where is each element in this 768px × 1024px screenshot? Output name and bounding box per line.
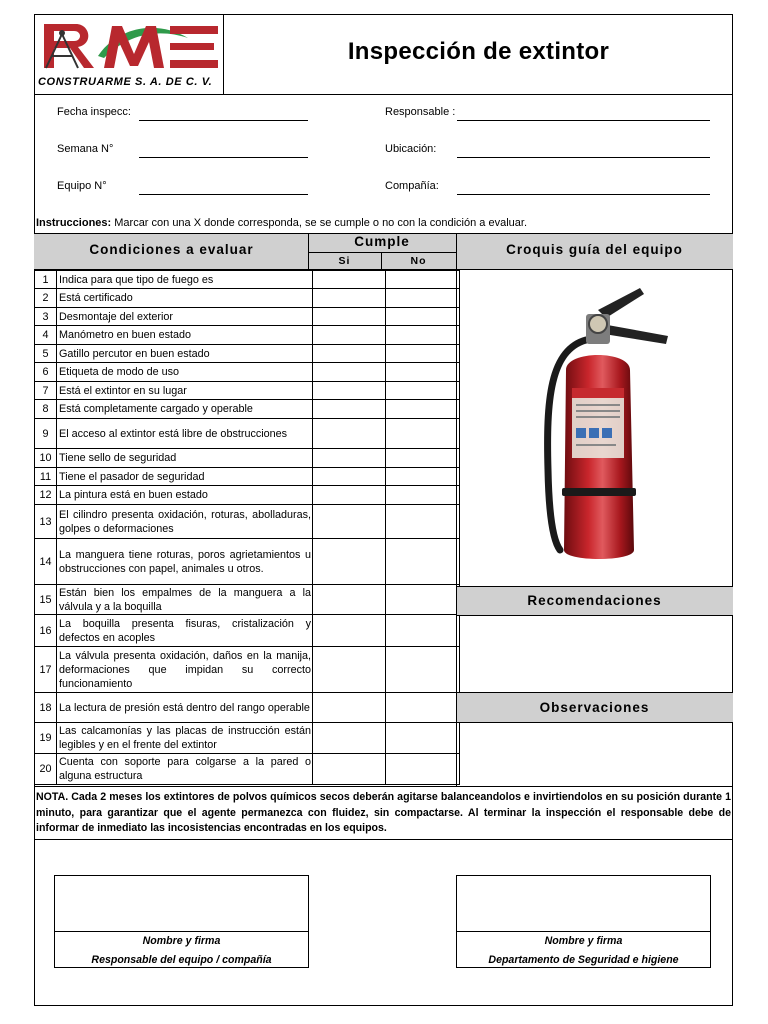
header-divider <box>34 94 733 95</box>
row-number: 12 <box>35 486 57 505</box>
si-checkbox-cell[interactable] <box>313 308 386 326</box>
row-number: 17 <box>35 647 57 693</box>
page-title: Inspección de extintor <box>347 38 610 65</box>
croquis-header: Croquis guía del equipo <box>506 242 683 257</box>
no-checkbox-cell[interactable] <box>386 345 460 363</box>
row-number: 6 <box>35 363 57 382</box>
row-number: 16 <box>35 615 57 647</box>
no-checkbox-cell[interactable] <box>386 419 460 449</box>
table-row <box>35 468 460 486</box>
instructions-text: Marcar con una X donde corresponda, se se cumple o no con la condición a evaluar. <box>111 217 527 229</box>
equipo-label: Equipo N° <box>57 180 107 192</box>
condition-text: La lectura de presión está dentro del rango operable <box>57 693 313 723</box>
table-row <box>35 326 460 345</box>
row-number: 10 <box>35 449 57 468</box>
si-checkbox-cell[interactable] <box>313 419 386 449</box>
table-row <box>35 419 460 449</box>
observaciones-header: Observaciones <box>539 700 650 715</box>
row-number: 18 <box>35 693 57 723</box>
si-checkbox-cell[interactable] <box>313 363 386 382</box>
observaciones-area[interactable] <box>458 725 731 785</box>
condition-text: Desmontaje del exterior <box>57 308 313 326</box>
no-checkbox-cell[interactable] <box>386 400 460 419</box>
company-logo <box>38 16 224 76</box>
no-checkbox-cell[interactable] <box>386 289 460 308</box>
fecha-field[interactable] <box>139 120 308 121</box>
no-checkbox-cell[interactable] <box>386 754 460 785</box>
condition-text: La válvula presenta oxidación, daños en la manija, deformaciones que impidan su correcto funcionamiento <box>57 647 313 693</box>
row-number: 14 <box>35 539 57 585</box>
si-checkbox-cell[interactable] <box>313 585 386 615</box>
condition-text: Cuenta con soporte para colgarse a la pared o alguna estructura <box>57 754 313 785</box>
signature-line-right <box>456 931 711 932</box>
no-checkbox-cell[interactable] <box>386 486 460 505</box>
si-checkbox-cell[interactable] <box>313 289 386 308</box>
condition-text: Tiene el pasador de seguridad <box>57 468 313 486</box>
si-checkbox-cell[interactable] <box>313 754 386 785</box>
condition-text: Está completamente cargado y operable <box>57 400 313 419</box>
table-row <box>35 585 460 615</box>
no-checkbox-cell[interactable] <box>386 326 460 345</box>
si-checkbox-cell[interactable] <box>313 723 386 754</box>
si-checkbox-cell[interactable] <box>313 693 386 723</box>
table-row <box>35 693 460 723</box>
si-checkbox-cell[interactable] <box>313 468 386 486</box>
table-row <box>35 363 460 382</box>
instructions-label: Instrucciones: <box>36 217 112 229</box>
row-number: 20 <box>35 754 57 785</box>
no-checkbox-cell[interactable] <box>386 505 460 539</box>
condition-text: Tiene sello de seguridad <box>57 449 313 468</box>
table-row <box>35 345 460 363</box>
row-number: 5 <box>35 345 57 363</box>
si-checkbox-cell[interactable] <box>313 449 386 468</box>
responsable-field[interactable] <box>457 120 710 121</box>
recomendaciones-area[interactable] <box>458 618 731 692</box>
si-checkbox-cell[interactable] <box>313 539 386 585</box>
table-row <box>35 505 460 539</box>
si-checkbox-cell[interactable] <box>313 647 386 693</box>
signature-left-sub: Responsable del equipo / compañía <box>91 954 272 966</box>
instructions <box>36 217 731 229</box>
row-number: 8 <box>35 400 57 419</box>
no-checkbox-cell[interactable] <box>386 723 460 754</box>
fire-extinguisher-image <box>530 280 680 570</box>
condition-text: La manguera tiene roturas, poros agrietamientos u obstrucciones con papel, animales u otros. <box>57 539 313 585</box>
no-checkbox-cell[interactable] <box>386 693 460 723</box>
compania-label: Compañía: <box>385 180 439 192</box>
table-row <box>35 271 460 289</box>
no-checkbox-cell[interactable] <box>386 271 460 289</box>
row-number: 9 <box>35 419 57 449</box>
semana-field[interactable] <box>139 157 308 158</box>
condition-text: El cilindro presenta oxidación, roturas, abolladuras, golpes o deformaciones <box>57 505 313 539</box>
table-row <box>35 308 460 326</box>
table-row <box>35 754 460 785</box>
row-number: 11 <box>35 468 57 486</box>
si-checkbox-cell[interactable] <box>313 615 386 647</box>
no-checkbox-cell[interactable] <box>386 585 460 615</box>
no-checkbox-cell[interactable] <box>386 449 460 468</box>
ubicacion-field[interactable] <box>457 157 710 158</box>
signature-right-title: Nombre y firma <box>544 935 623 947</box>
no-checkbox-cell[interactable] <box>386 539 460 585</box>
signature-right-sub: Departamento de Seguridad e higiene <box>488 954 679 966</box>
condition-text: Está certificado <box>57 289 313 308</box>
si-checkbox-cell[interactable] <box>313 486 386 505</box>
table-row <box>35 449 460 468</box>
table-row <box>35 723 460 754</box>
row-number: 7 <box>35 382 57 400</box>
si-checkbox-cell[interactable] <box>313 505 386 539</box>
table-row <box>35 382 460 400</box>
cumple-header: Cumple <box>354 234 410 249</box>
row-number: 4 <box>35 326 57 345</box>
note-text: NOTA. Cada 2 meses los extintores de polvos químicos secos deberán agitarse balanceandolos e invirtiendolos en su posición durante 1 minuto, para garantizar que el agente permanezca con fluidez, sin compactarse. Al terminar la inspección el responsable debe de informar de inmediato las incosistencias encontradas en los equipos. <box>36 791 731 834</box>
no-checkbox-cell[interactable] <box>386 468 460 486</box>
condition-text: La boquilla presenta fisuras, cristalización y defectos en acoples <box>57 615 313 647</box>
si-header: Si <box>338 255 351 267</box>
table-row <box>35 647 460 693</box>
table-row <box>35 289 460 308</box>
recomendaciones-header: Recomendaciones <box>527 593 662 608</box>
no-checkbox-cell[interactable] <box>386 308 460 326</box>
table-row <box>35 615 460 647</box>
note-divider-top <box>34 786 733 787</box>
no-checkbox-cell[interactable] <box>386 382 460 400</box>
condition-text: La pintura está en buen estado <box>57 486 313 505</box>
fecha-label: Fecha inspecc: <box>57 106 131 118</box>
no-checkbox-cell[interactable] <box>386 647 460 693</box>
equipo-field[interactable] <box>139 194 308 195</box>
row-number: 19 <box>35 723 57 754</box>
signature-line-left <box>54 931 309 932</box>
table-row <box>35 539 460 585</box>
table-row <box>35 486 460 505</box>
no-checkbox-cell[interactable] <box>386 363 460 382</box>
no-checkbox-cell[interactable] <box>386 615 460 647</box>
signature-left-title: Nombre y firma <box>142 935 221 947</box>
condition-text: El acceso al extintor está libre de obstrucciones <box>57 419 313 449</box>
ubicacion-label: Ubicación: <box>385 143 437 155</box>
si-checkbox-cell[interactable] <box>313 271 386 289</box>
condition-text: Está el extintor en su lugar <box>57 382 313 400</box>
si-checkbox-cell[interactable] <box>313 326 386 345</box>
condition-text: Manómetro en buen estado <box>57 326 313 345</box>
no-header: No <box>410 255 427 267</box>
row-number: 2 <box>35 289 57 308</box>
responsable-label: Responsable : <box>385 106 456 118</box>
row-number: 1 <box>35 271 57 289</box>
conditions-header: Condiciones a evaluar <box>89 242 254 257</box>
condition-text: Etiqueta de modo de uso <box>57 363 313 382</box>
condition-text: Las calcamonías y las placas de instrucción están legibles y en el frente del extintor <box>57 723 313 754</box>
si-checkbox-cell[interactable] <box>313 400 386 419</box>
condition-text: Indica para que tipo de fuego es <box>57 271 313 289</box>
conditions-table <box>34 270 460 785</box>
row-number: 3 <box>35 308 57 326</box>
si-checkbox-cell[interactable] <box>313 382 386 400</box>
row-number: 15 <box>35 585 57 615</box>
condition-text: Están bien los empalmes de la manguera a la válvula y a la boquilla <box>57 585 313 615</box>
note-divider-bottom <box>34 839 733 840</box>
compania-field[interactable] <box>457 194 710 195</box>
condition-text: Gatillo percutor en buen estado <box>57 345 313 363</box>
cumple-divider <box>308 252 456 253</box>
table-row <box>35 400 460 419</box>
company-name: CONSTRUARME S. A. DE C. V. <box>38 76 213 88</box>
si-checkbox-cell[interactable] <box>313 345 386 363</box>
semana-label: Semana N° <box>57 143 114 155</box>
row-number: 13 <box>35 505 57 539</box>
